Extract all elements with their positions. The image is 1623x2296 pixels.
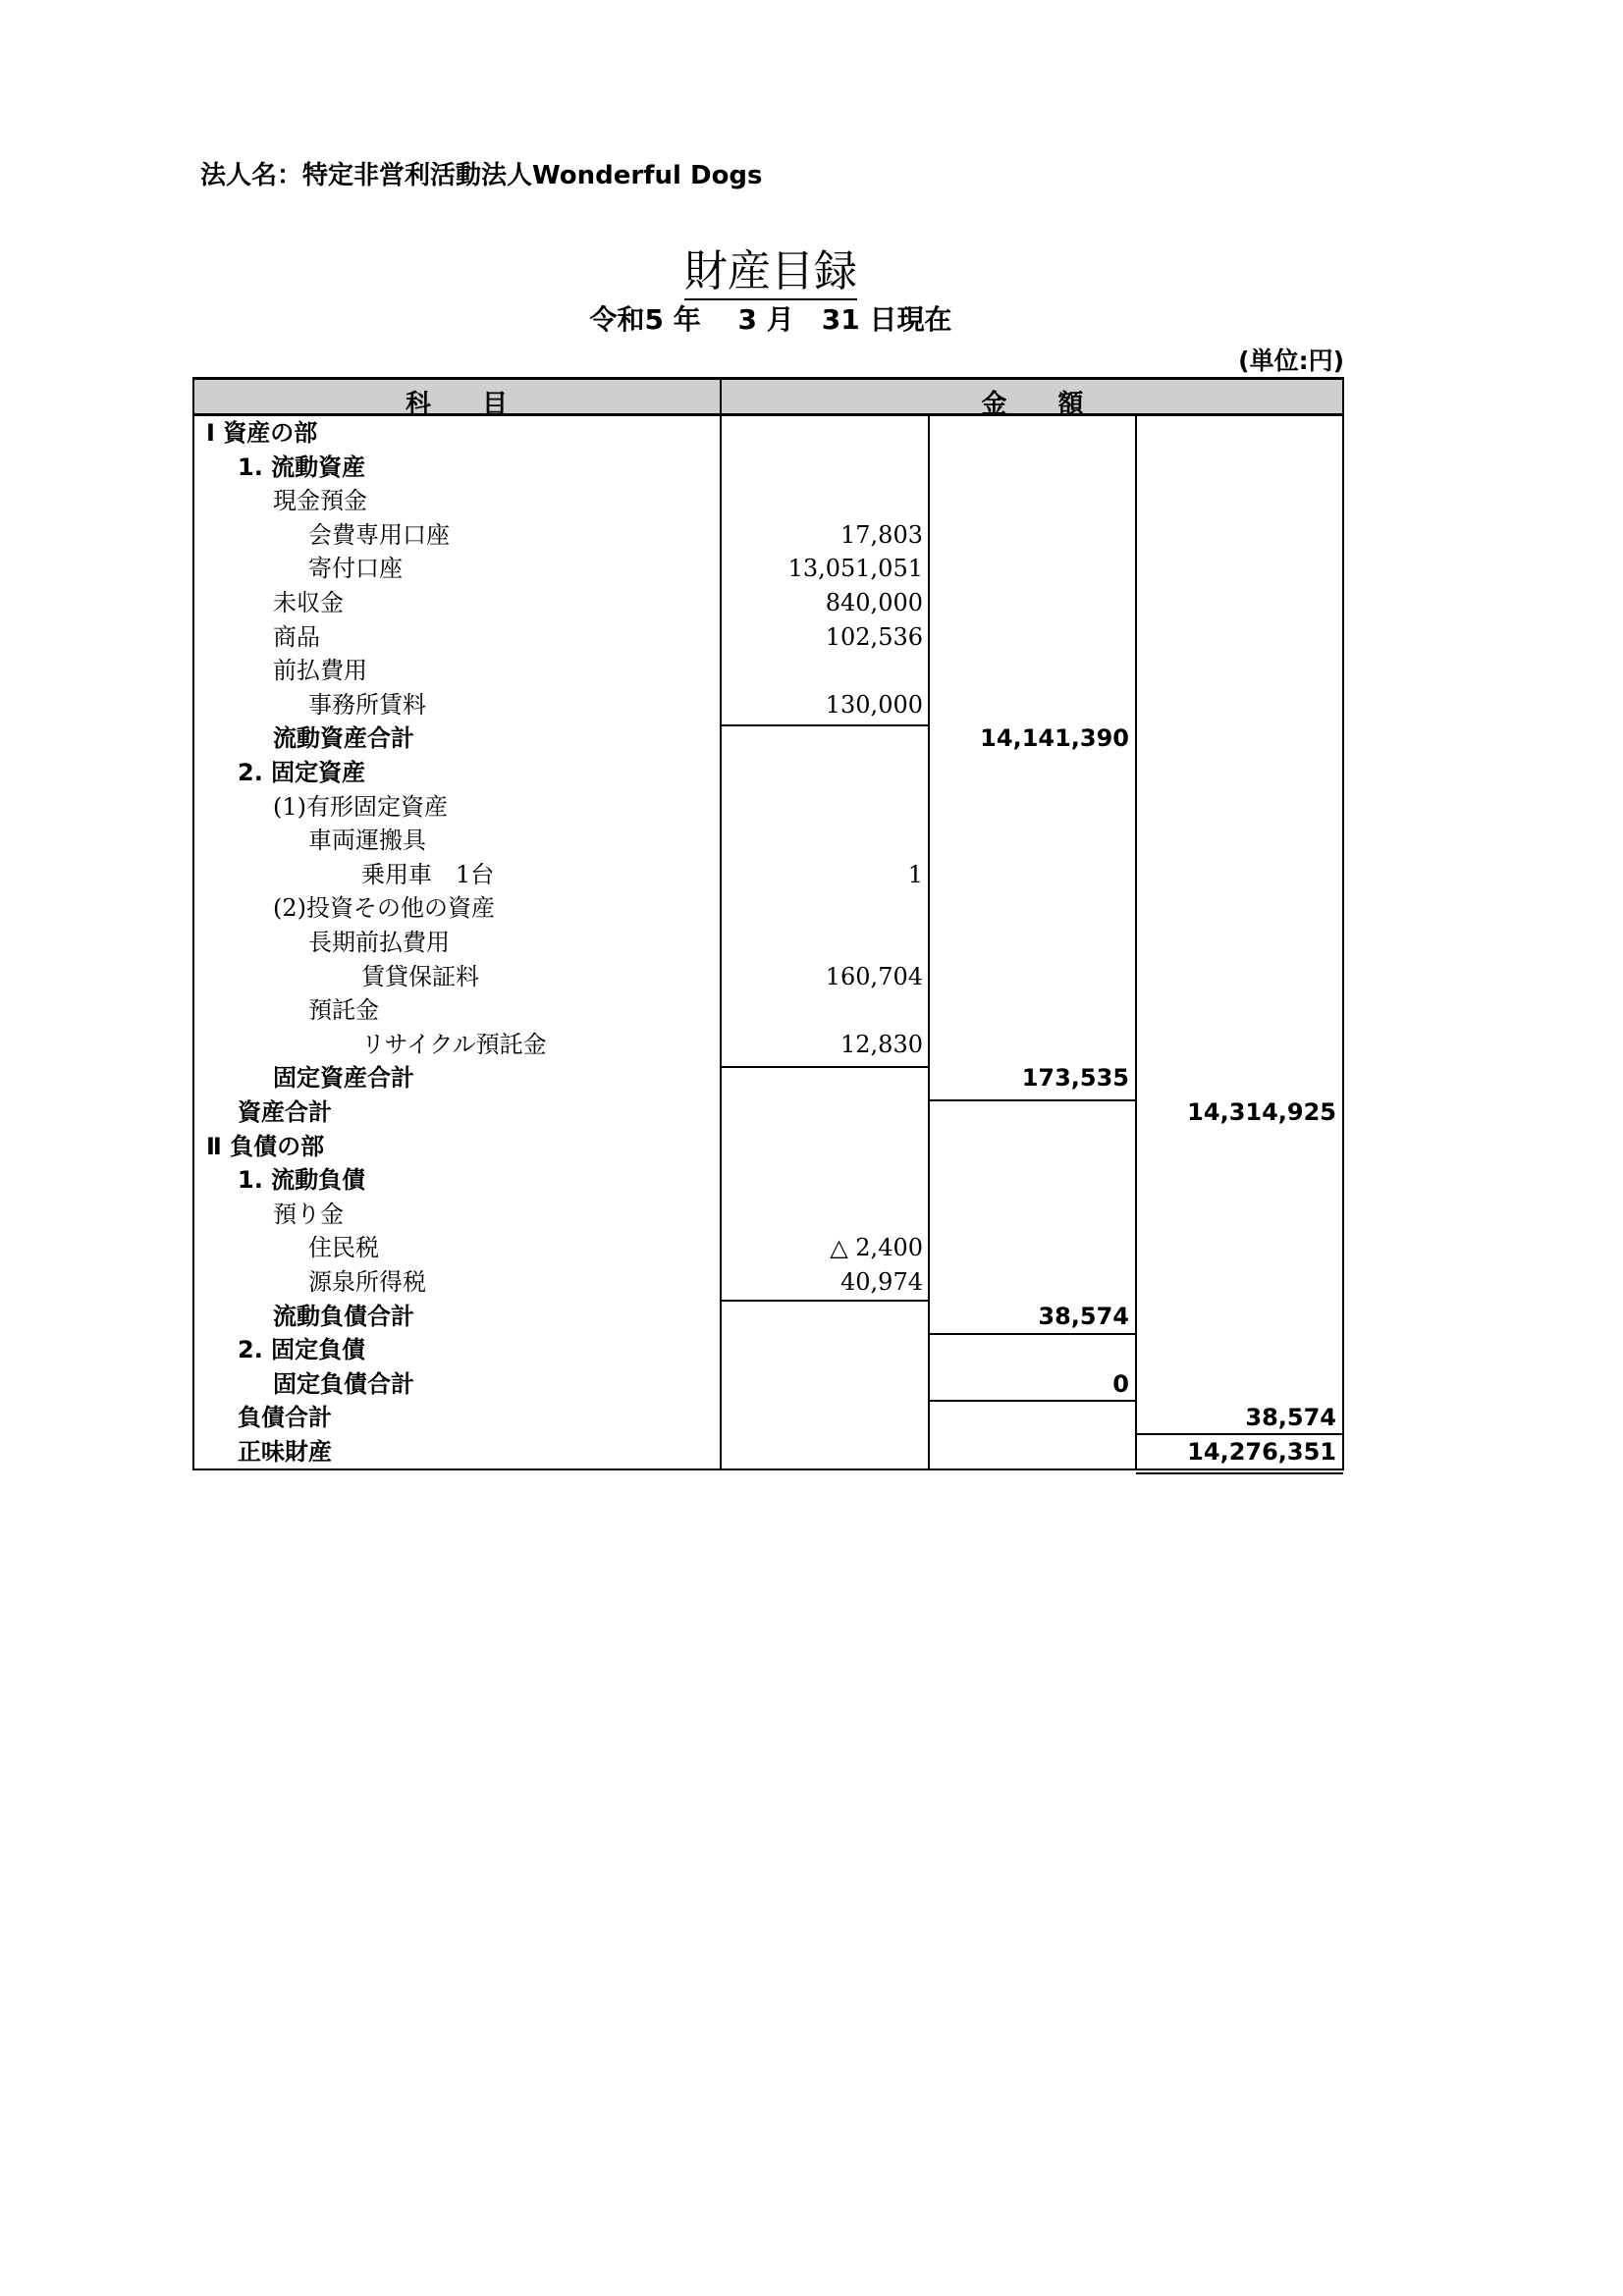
row-label: 預託金 — [308, 996, 379, 1025]
row-label: 前払費用 — [273, 657, 367, 685]
as-of-date: 令和5 年 3 月 31 日現在 — [589, 303, 952, 336]
table-row — [192, 1435, 1344, 1468]
amount-c2: 38,574 — [1038, 1302, 1129, 1330]
row-label: 乗用車 1台 — [361, 860, 495, 888]
amount-c1: 17,803 — [840, 520, 923, 549]
row-label: Ⅰ 資産の部 — [206, 419, 318, 447]
table-row — [192, 416, 1344, 450]
table-row — [192, 484, 1344, 517]
row-label: 1. 流動資産 — [238, 453, 366, 481]
row-label: 賃貸保証料 — [361, 962, 479, 990]
table-row — [192, 993, 1344, 1027]
table-row — [192, 1401, 1344, 1434]
row-label: 商品 — [273, 622, 320, 651]
row-label: 寄付口座 — [308, 555, 403, 583]
row-label: リサイクル預託金 — [361, 1030, 547, 1058]
table-row — [192, 756, 1344, 789]
row-label: 固定資産合計 — [273, 1064, 414, 1093]
row-label: 負債合計 — [238, 1404, 332, 1432]
table-row — [192, 688, 1344, 721]
table-row — [192, 1333, 1344, 1366]
table-row — [192, 858, 1344, 891]
table-row — [192, 518, 1344, 552]
row-label: 車両運搬具 — [308, 827, 426, 855]
table-row — [192, 552, 1344, 585]
amount-c3: 14,314,925 — [1187, 1098, 1336, 1126]
amount-c1: 160,704 — [825, 962, 923, 990]
row-label: 正味財産 — [238, 1438, 332, 1466]
row-label: 流動資産合計 — [273, 724, 414, 753]
row-label: 会費専用口座 — [308, 520, 450, 549]
table-row — [192, 451, 1344, 484]
row-label: 長期前払費用 — [308, 929, 450, 956]
table-row — [192, 1130, 1344, 1163]
table-row — [192, 1231, 1344, 1264]
table-row — [192, 1163, 1344, 1197]
table-row — [192, 1367, 1344, 1401]
row-label: 未収金 — [273, 589, 344, 616]
unit-label: (単位:円) — [1238, 347, 1344, 375]
row-label: 流動負債合計 — [273, 1302, 414, 1330]
row-label: 固定負債合計 — [273, 1369, 414, 1398]
inventory-table — [192, 377, 1344, 1470]
amount-c2: 0 — [1112, 1369, 1129, 1398]
corporation-name — [200, 155, 763, 191]
header-amount: 金 額 — [981, 390, 1084, 419]
amount-c1: 40,974 — [840, 1268, 923, 1296]
amount-c1: 1 — [907, 860, 923, 888]
row-label: 2. 固定資産 — [238, 759, 366, 786]
table-row — [192, 1061, 1344, 1095]
table-row — [192, 586, 1344, 619]
header-item: 科 目 — [405, 390, 508, 419]
table-row — [192, 1198, 1344, 1231]
table-header — [192, 377, 1344, 419]
amount-c1: 130,000 — [825, 690, 923, 719]
row-label: (2)投資その他の資産 — [273, 894, 495, 923]
row-label: 1. 流動負債 — [238, 1166, 366, 1195]
document-title: 財産目録 — [0, 236, 1542, 298]
table-row — [192, 721, 1344, 755]
table-row — [192, 1265, 1344, 1299]
table-row — [192, 790, 1344, 824]
row-label: 事務所賃料 — [308, 690, 426, 719]
table-row — [192, 654, 1344, 687]
amount-c1: 840,000 — [825, 589, 923, 616]
row-label: 現金預金 — [273, 487, 367, 515]
amount-c2: 173,535 — [1021, 1064, 1129, 1093]
row-label: 住民税 — [308, 1234, 379, 1262]
table-row — [192, 1300, 1344, 1333]
amount-c1: 102,536 — [825, 622, 923, 651]
corp-name: 特定非営利活動法人Wonderful Dogs — [302, 161, 763, 190]
corp-label: 法人名： — [200, 161, 303, 190]
amount-c1: △ 2,400 — [830, 1234, 923, 1262]
amount-c1: 12,830 — [840, 1030, 923, 1058]
table-row — [192, 1095, 1344, 1129]
row-label: 資産合計 — [238, 1098, 332, 1126]
table-row — [192, 960, 1344, 993]
row-label: (1)有形固定資産 — [273, 792, 448, 821]
row-label: 2. 固定負債 — [238, 1336, 366, 1364]
table-row — [192, 1028, 1344, 1061]
table-row — [192, 891, 1344, 925]
amount-c3: 14,276,351 — [1187, 1438, 1336, 1466]
amount-c3: 38,574 — [1245, 1404, 1336, 1432]
table-row — [192, 824, 1344, 857]
amount-c2: 14,141,390 — [980, 724, 1129, 753]
table-row — [192, 620, 1344, 654]
amount-c1: 13,051,051 — [787, 555, 923, 583]
row-label: 預り金 — [273, 1200, 344, 1228]
row-label: 源泉所得税 — [308, 1268, 426, 1296]
row-label: Ⅱ 負債の部 — [206, 1132, 325, 1160]
table-row — [192, 926, 1344, 959]
